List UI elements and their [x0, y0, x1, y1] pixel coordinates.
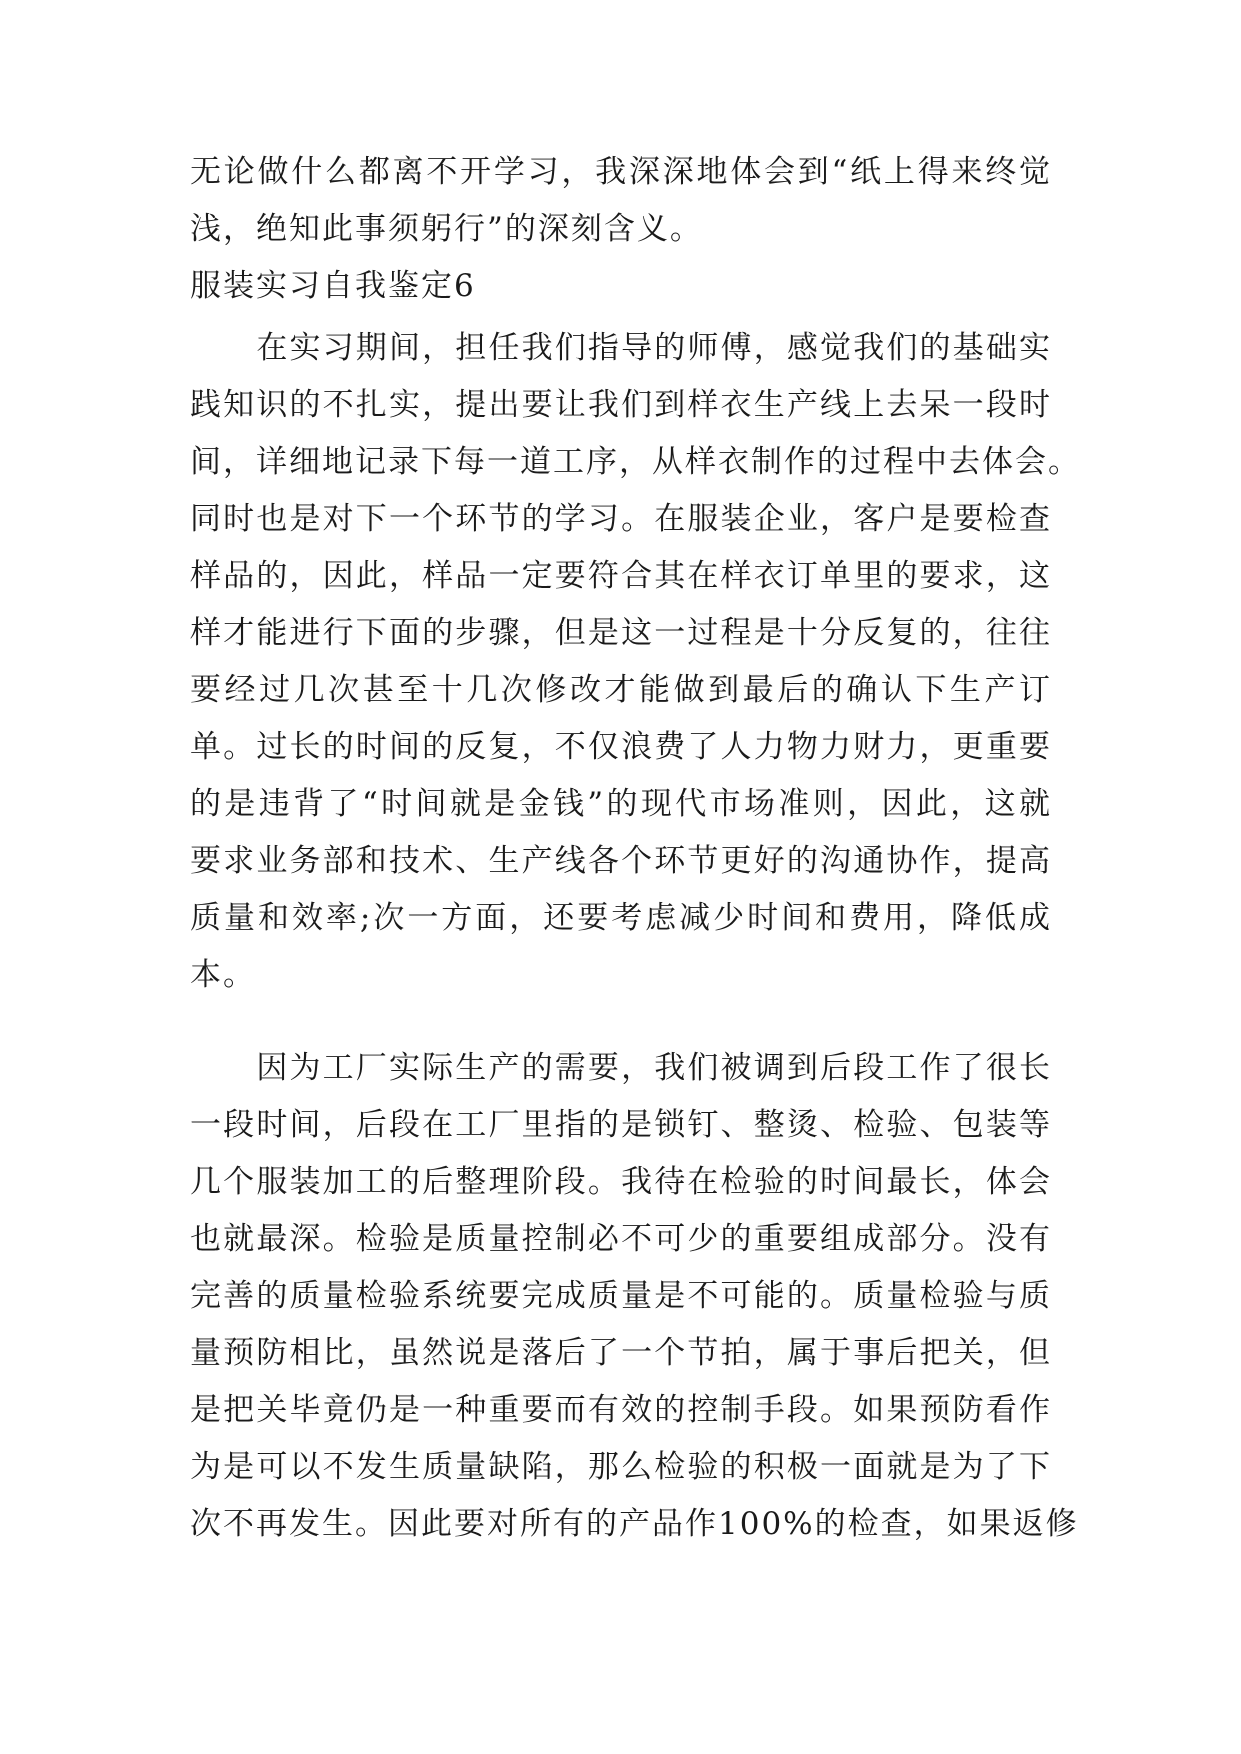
text-line: 样品的，因此，样品一定要符合其在样衣订单里的要求，这: [190, 558, 1052, 594]
text-line: 也就最深。检验是质量控制必不可少的重要组成部分。没有: [190, 1221, 1052, 1257]
text-line: 要求业务部和技术、生产线各个环节更好的沟通协作，提高: [190, 843, 1052, 879]
text-line: 践知识的不扎实，提出要让我们到样衣生产线上去呆一段时: [190, 387, 1052, 423]
text-line: 是把关毕竟仍是一种重要而有效的控制手段。如果预防看作: [190, 1392, 1052, 1428]
text-line: 本。: [190, 957, 256, 993]
text-line: 浅，绝知此事须躬行”的深刻含义。: [190, 211, 703, 247]
text-line: 的是违背了“时间就是金钱”的现代市场准则，因此，这就: [190, 786, 1052, 822]
text-line: 要经过几次甚至十几次修改才能做到最后的确认下生产订: [190, 672, 1052, 708]
text-line: 间，详细地记录下每一道工序，从样衣制作的过程中去体会。: [190, 444, 1081, 480]
paragraph-internship-guidance: [190, 320, 1081, 1004]
text-line: 在实习期间，担任我们指导的师傅，感觉我们的基础实: [190, 330, 1052, 366]
text-line: 几个服装加工的后整理阶段。我待在检验的时间最长，体会: [190, 1164, 1052, 1200]
text-line: 无论做什么都离不开学习，我深深地体会到“纸上得来终觉: [190, 154, 1052, 190]
text-line: 完善的质量检验系统要完成质量是不可能的。质量检验与质: [190, 1278, 1052, 1314]
text-line: 单。过长的时间的反复，不仅浪费了人力物力财力，更重要: [190, 729, 1052, 765]
text-line: 样才能进行下面的步骤，但是这一过程是十分反复的，往往: [190, 615, 1052, 651]
text-line: 量预防相比，虽然说是落后了一个节拍，属于事后把关，但: [190, 1335, 1052, 1371]
text-line: 一段时间，后段在工厂里指的是锁钉、整烫、检验、包装等: [190, 1107, 1052, 1143]
text-line: 为是可以不发生质量缺陷，那么检验的积极一面就是为了下: [190, 1449, 1052, 1485]
paragraph-quality-inspection: [190, 1040, 1079, 1553]
text-line: 质量和效率;次一方面，还要考虑减少时间和费用，降低成: [190, 900, 1052, 936]
text-line: 次不再发生。因此要对所有的产品作100%的检查，如果返修: [190, 1506, 1079, 1542]
text-line: 因为工厂实际生产的需要，我们被调到后段工作了很长: [190, 1050, 1052, 1086]
intro-paragraph: [190, 144, 1052, 258]
section-heading: 服装实习自我鉴定6: [190, 268, 476, 304]
text-line: 同时也是对下一个环节的学习。在服装企业，客户是要检查: [190, 501, 1052, 537]
